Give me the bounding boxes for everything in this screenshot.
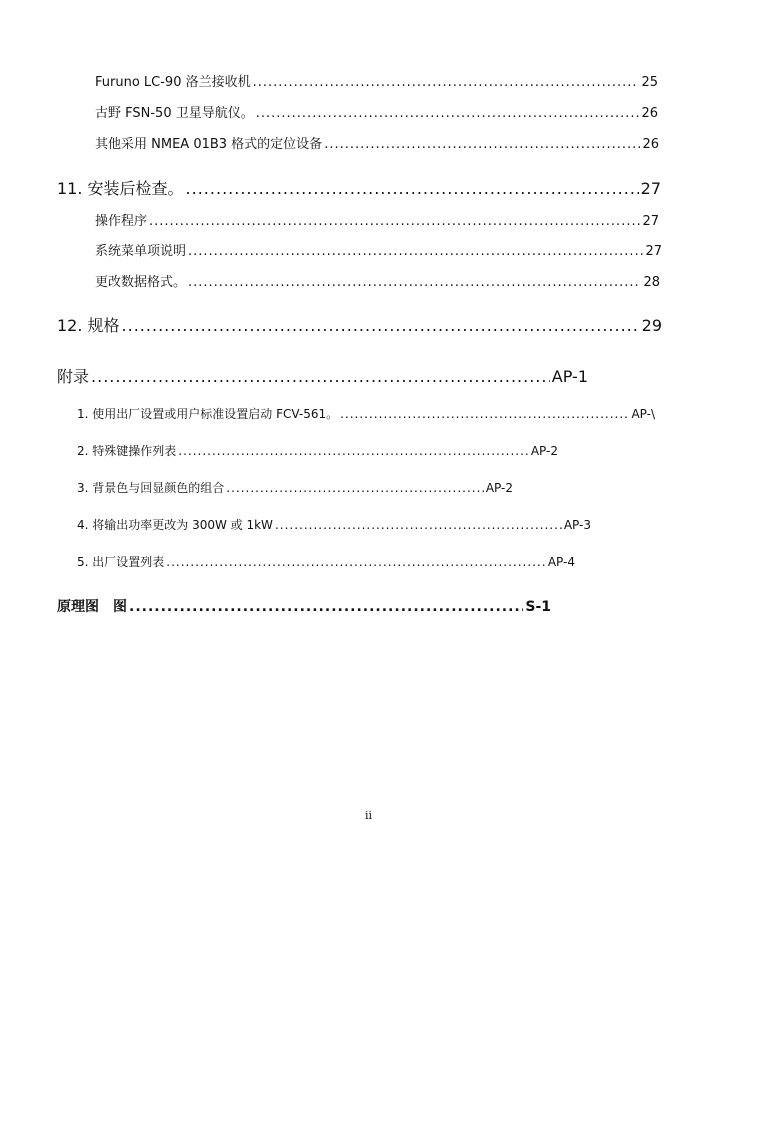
- toc-entry-page: AP-4: [547, 555, 575, 569]
- toc-chapter-page: AP-1: [551, 367, 588, 386]
- toc-entry-label: 其他采用 NMEA 01B3 格式的定位设备: [95, 137, 323, 152]
- toc-entry-label: 5. 出厂设置列表: [77, 555, 165, 569]
- toc-appendix-entry: [77, 405, 655, 422]
- toc-entry-label: 4. 将输出功率更改为 300W 或 1kW: [77, 518, 273, 532]
- dot-leader: [122, 316, 640, 335]
- dot-leader: [256, 106, 640, 121]
- toc-chapter-label: 附录: [57, 367, 90, 386]
- toc-entry: [95, 133, 659, 152]
- dot-leader: [324, 137, 640, 152]
- dot-leader: [178, 444, 529, 458]
- toc-entry-page: AP-2: [485, 481, 513, 495]
- toc-appendix-entry: [77, 479, 513, 496]
- toc-entry-label: 操作程序: [95, 214, 148, 229]
- toc-entry-page: 28: [643, 275, 660, 290]
- toc-entry-page: 26: [641, 106, 658, 121]
- toc-chapter: [57, 364, 588, 387]
- toc-entry-page: AP-3: [563, 518, 591, 532]
- dot-leader: [188, 275, 641, 290]
- toc-entry-page: 26: [642, 137, 659, 152]
- toc-chapter-page: 29: [641, 316, 662, 335]
- toc-entry: [95, 71, 658, 90]
- dot-leader: [186, 179, 639, 198]
- dot-leader: [275, 518, 562, 532]
- toc-entry-page: 27: [642, 214, 659, 229]
- toc-appendix-entry: [77, 442, 558, 459]
- toc-entry-label: 1. 使用出厂设置或用户标准设置启动 FCV-561。: [77, 407, 339, 421]
- toc-entry: [95, 210, 659, 229]
- toc-entry-label: 更改数据格式。: [95, 275, 187, 290]
- toc-entry: [95, 271, 660, 290]
- toc-appendix-entry: [77, 553, 575, 570]
- dot-leader: [226, 481, 484, 495]
- dot-leader: [340, 407, 629, 421]
- toc-entry-label: 古野 FSN-50 卫星导航仪。: [95, 106, 254, 121]
- dot-leader: [253, 75, 640, 90]
- toc-chapter-page: S-1: [525, 599, 551, 615]
- toc-entry-page: 27: [645, 244, 662, 259]
- toc-chapter-label: 原理图 图: [57, 599, 127, 615]
- dot-leader: [188, 244, 643, 259]
- toc-chapter: [57, 313, 662, 336]
- toc-entry: [95, 240, 662, 259]
- toc-chapter-page: 27: [640, 179, 661, 198]
- toc-chapter: [57, 176, 661, 199]
- toc-chapter: [57, 596, 551, 616]
- toc-chapter-label: 12. 规格: [57, 316, 120, 335]
- toc-entry-page: AP-2: [530, 444, 558, 458]
- dot-leader: [149, 214, 640, 229]
- dot-leader: [91, 367, 550, 386]
- toc-entry-page: AP-\: [631, 407, 655, 421]
- toc-entry-label: Furuno LC-90 洛兰接收机: [95, 75, 251, 90]
- toc-appendix-entry: [77, 516, 591, 533]
- toc-entry-label: 3. 背景色与回显颜色的组合: [77, 481, 225, 495]
- toc-chapter-label: 11. 安装后检查。: [57, 179, 184, 198]
- dot-leader: [166, 555, 546, 569]
- dot-leader: [129, 599, 523, 615]
- toc-entry-label: 2. 特殊键操作列表: [77, 444, 177, 458]
- page-number: ii: [364, 809, 373, 822]
- toc-entry-label: 系统菜单项说明: [95, 244, 187, 259]
- toc-entry: [95, 102, 658, 121]
- toc-entry-page: 25: [641, 75, 658, 90]
